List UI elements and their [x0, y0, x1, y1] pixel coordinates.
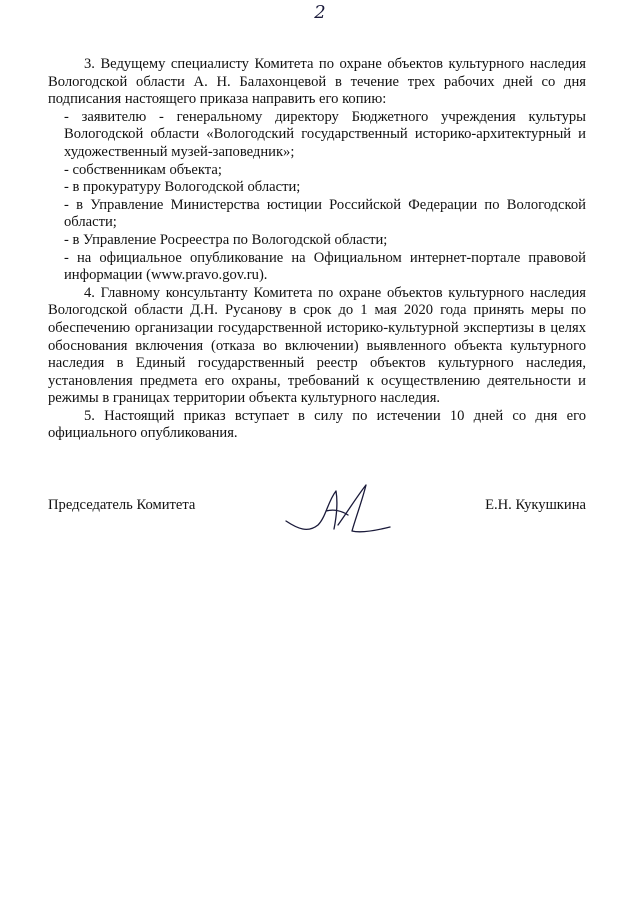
paragraph-3: 3. Ведущему специалисту Комитета по охране объектов культурного наследия Вологодской области А. Н. Балахонцевой в течение трех рабочих дней со дня подписания настоящего приказа направить его копию: [48, 56, 586, 108]
paragraph-5: 5. Настоящий приказ вступает в силу по истечении 10 дней со дня его официального опубликования. [48, 407, 586, 442]
list-item: - заявителю - генеральному директору Бюджетного учреждения культуры Вологодской области «Вологодский государственный историко-архитектурный и художественный музей-заповедник»; [64, 108, 586, 160]
signer-position: Председатель Комитета [48, 497, 196, 513]
signer-name: Е.Н. Кукушкина [485, 497, 586, 513]
page-number: 2 [314, 2, 326, 23]
list-item: - в Управление Министерства юстиции Российской Федерации по Вологодской области; [64, 196, 586, 231]
handwritten-signature [278, 481, 408, 541]
document-body [48, 56, 586, 443]
paragraph-4: 4. Главному консультанту Комитета по охране объектов культурного наследия Вологодской области Д.Н. Русанову в срок до 1 мая 2020 года принять меры по обеспечению организации государственной историко-культурной экспертизы в целях обоснования включения (отказа во включении) выявленного объекта культурного наследия в Единый государственный реестр объектов культурного наследия, установления предмета его охраны, требований к осуществлению деятельности и режимы в границах территории объекта культурного наследия. [48, 284, 586, 407]
list-item: - собственникам объекта; [64, 161, 222, 178]
signature-block [48, 493, 586, 533]
list-item: - в прокуратуру Вологодской области; [64, 179, 301, 196]
distribution-list [48, 109, 586, 285]
list-item: - в Управление Росреестра по Вологодской области; [64, 231, 388, 248]
list-item: - на официальное опубликование на Официальном интернет-портале правовой информации (www.pravo.gov.ru). [64, 249, 586, 284]
